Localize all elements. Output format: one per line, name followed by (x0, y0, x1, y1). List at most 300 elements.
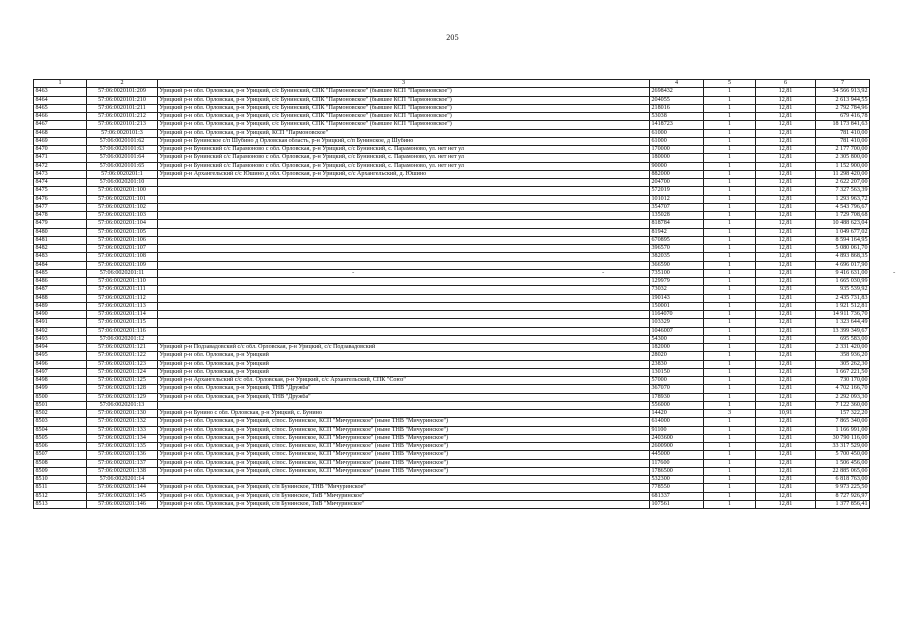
row-number: 8486 (34, 278, 87, 286)
table-row (34, 261, 870, 269)
scan-artifact-mark: - (893, 268, 896, 276)
table-row (34, 195, 870, 203)
count-value: 1 (704, 170, 756, 178)
address: Урицкий р-н обл. Орловская, р-н Урицкий, с/с Бунинский, СПК "Пармоновское" (бывшее КСП "Пармоновское") (158, 104, 650, 112)
cadastral-cost: 7 865 340,00 (816, 418, 870, 426)
area-value: 614000 (650, 418, 704, 426)
row-number: 8489 (34, 302, 87, 310)
row-number: 8493 (34, 335, 87, 343)
table-row (34, 451, 870, 459)
row-number: 8465 (34, 104, 87, 112)
area-value: 150001 (650, 302, 704, 310)
area-value: 180000 (650, 154, 704, 162)
row-number: 8476 (34, 195, 87, 203)
row-number: 8470 (34, 146, 87, 154)
cadastral-number: 57:06:0020101:62 (87, 137, 158, 145)
row-number: 8468 (34, 129, 87, 137)
area-value: 1786500 (650, 467, 704, 475)
count-value: 1 (704, 311, 756, 319)
area-value: 2403600 (650, 434, 704, 442)
cadastral-cost: 9 416 631,00 (816, 269, 870, 277)
table-row (34, 319, 870, 327)
cadastral-cost: 2 622 207,00 (816, 179, 870, 187)
column-number-header-row (34, 80, 870, 88)
table-row (34, 269, 870, 277)
area-value: 81942 (650, 228, 704, 236)
cadastral-number: 57:06:0020201:114 (87, 311, 158, 319)
cadastral-number: 57:06:0020201:101 (87, 195, 158, 203)
area-value: 170000 (650, 146, 704, 154)
table-row (34, 220, 870, 228)
cadastral-number: 57:06:0020201:124 (87, 368, 158, 376)
row-number: 8500 (34, 393, 87, 401)
specific-value: 12,81 (756, 146, 816, 154)
cadastral-number: 57:06:0020201:113 (87, 302, 158, 310)
cadastral-cost: 4 543 796,67 (816, 203, 870, 211)
count-value: 1 (704, 418, 756, 426)
area-value: 182000 (650, 344, 704, 352)
cadastral-cost: 4 696 017,90 (816, 261, 870, 269)
table-row (34, 344, 870, 352)
count-value: 1 (704, 459, 756, 467)
address (158, 335, 650, 343)
area-value: 204055 (650, 96, 704, 104)
count-value: 1 (704, 426, 756, 434)
cadastral-number: 57:06:0020101:63 (87, 146, 158, 154)
cadastral-number: 57:06:0020201:13 (87, 401, 158, 409)
cadastral-number: 57:06:0020201:111 (87, 286, 158, 294)
specific-value: 12,81 (756, 335, 816, 343)
count-value: 1 (704, 137, 756, 145)
area-value: 61000 (650, 137, 704, 145)
specific-value: 12,81 (756, 319, 816, 327)
cadastral-cost: 1 377 856,41 (816, 500, 870, 508)
count-value: 1 (704, 195, 756, 203)
table-row (34, 302, 870, 310)
cadastral-number: 57:06:0020201:125 (87, 377, 158, 385)
cadastral-cost: 2 792 784,96 (816, 104, 870, 112)
row-number: 8480 (34, 228, 87, 236)
cadastral-value-table (33, 79, 870, 509)
cadastral-cost: 11 298 420,00 (816, 170, 870, 178)
table-row (34, 286, 870, 294)
cadastral-cost: 8 594 164,95 (816, 236, 870, 244)
cadastral-number: 57:06:0020201:110 (87, 278, 158, 286)
area-value: 135028 (650, 212, 704, 220)
specific-value: 12,81 (756, 484, 816, 492)
row-number: 8467 (34, 121, 87, 129)
address (158, 236, 650, 244)
area-value: 103329 (650, 319, 704, 327)
specific-value: 12,81 (756, 492, 816, 500)
row-number: 8494 (34, 344, 87, 352)
area-value: 28020 (650, 352, 704, 360)
specific-value: 12,81 (756, 286, 816, 294)
area-value: 53038 (650, 113, 704, 121)
area-value: 681337 (650, 492, 704, 500)
specific-value: 12,81 (756, 311, 816, 319)
column-header: 5 (704, 80, 756, 88)
cadastral-cost: 1 049 677,02 (816, 228, 870, 236)
address: Урицкий р-н обл. Орловская, р-н Урицкий, с/пос. Бунинское, КСП "Мичуринское" (ныне ТНВ "Мичуринское") (158, 467, 650, 475)
specific-value: 12,81 (756, 377, 816, 385)
cadastral-cost: 1 506 456,00 (816, 459, 870, 467)
cadastral-number: 57:06:0020201:102 (87, 203, 158, 211)
specific-value: 12,81 (756, 245, 816, 253)
table-row (34, 228, 870, 236)
count-value: 1 (704, 269, 756, 277)
table-row (34, 500, 870, 508)
cadastral-cost: 157 322,20 (816, 410, 870, 418)
cadastral-number: 57:06:0020201:135 (87, 443, 158, 451)
row-number: 8501 (34, 401, 87, 409)
area-value: 91100 (650, 426, 704, 434)
cadastral-number: 57:06:0020201:146 (87, 500, 158, 508)
specific-value: 12,81 (756, 212, 816, 220)
count-value: 1 (704, 253, 756, 261)
row-number: 8497 (34, 368, 87, 376)
specific-value: 12,81 (756, 401, 816, 409)
count-value: 1 (704, 335, 756, 343)
column-header: 7 (816, 80, 870, 88)
cadastral-number: 57:06:0020201:107 (87, 245, 158, 253)
specific-value: 12,81 (756, 467, 816, 475)
table-row (34, 467, 870, 475)
specific-value: 12,81 (756, 459, 816, 467)
address (158, 327, 650, 335)
address: Урицкий р-н обл. Орловская, р-н Урицкий, с/пос. Бунинское, КСП "Мичуринское" (ныне ТНВ "Мичуринское") (158, 443, 650, 451)
cadastral-number: 57:06:0020201:104 (87, 220, 158, 228)
cadastral-cost: 781 410,00 (816, 137, 870, 145)
table-row (34, 121, 870, 129)
table-row (34, 236, 870, 244)
cadastral-number: 57:06:0020201:108 (87, 253, 158, 261)
cadastral-number: 57:06:0020101:3 (87, 129, 158, 137)
count-value: 1 (704, 228, 756, 236)
count-value: 1 (704, 401, 756, 409)
address: Урицкий р-н обл. Орловская, р-н Урицкий, с/п Бунинское, ТиВ "Мичуринское" (158, 500, 650, 508)
address (158, 179, 650, 187)
count-value: 1 (704, 88, 756, 96)
row-number: 8513 (34, 500, 87, 508)
address (158, 220, 650, 228)
specific-value: 12,81 (756, 327, 816, 335)
address (158, 311, 650, 319)
cadastral-cost: 6 818 763,00 (816, 476, 870, 484)
area-value: 101012 (650, 195, 704, 203)
area-value: 556000 (650, 401, 704, 409)
row-number: 8484 (34, 261, 87, 269)
cadastral-cost: 14 911 736,70 (816, 311, 870, 319)
table-row (34, 335, 870, 343)
specific-value: 12,81 (756, 278, 816, 286)
cadastral-number: 57:06:0020201:103 (87, 212, 158, 220)
specific-value: 10,91 (756, 410, 816, 418)
cadastral-number: 57:06:0020201:130 (87, 410, 158, 418)
count-value: 1 (704, 121, 756, 129)
table-row (34, 360, 870, 368)
cadastral-cost: 7 122 360,00 (816, 401, 870, 409)
specific-value: 12,81 (756, 368, 816, 376)
count-value: 1 (704, 286, 756, 294)
table-row (34, 253, 870, 261)
specific-value: 12,81 (756, 269, 816, 277)
specific-value: 12,81 (756, 88, 816, 96)
cadastral-cost: 2 435 731,83 (816, 294, 870, 302)
address: Урицкий р-н Бунинский с/с Парамоново с обл. Орловская, р-н Урицкий, с/с Бунинский, с. Парамоново, ул. нет нет ул (158, 146, 650, 154)
area-value: 1046007 (650, 327, 704, 335)
address (158, 245, 650, 253)
count-value: 1 (704, 162, 756, 170)
table-row (34, 476, 870, 484)
area-value: 778550 (650, 484, 704, 492)
count-value: 1 (704, 179, 756, 187)
specific-value: 12,81 (756, 121, 816, 129)
area-value: 54300 (650, 335, 704, 343)
address: Урицкий р-н Бунино с обл. Орловская, р-н Урицкий, с. Бунино (158, 410, 650, 418)
cadastral-cost: 1 293 963,72 (816, 195, 870, 203)
area-value: 61000 (650, 129, 704, 137)
address: Урицкий р-н Бунинское с/п Шубино д Орловская область, р-н Урицкий, с/п Бунинское, д Шубино (158, 137, 650, 145)
table-row (34, 418, 870, 426)
row-number: 8485 (34, 269, 87, 277)
cadastral-cost: 7 327 563,39 (816, 187, 870, 195)
count-value: 1 (704, 319, 756, 327)
area-value: 14420 (650, 410, 704, 418)
specific-value: 12,81 (756, 443, 816, 451)
count-value: 1 (704, 96, 756, 104)
table-row (34, 294, 870, 302)
row-number: 8464 (34, 96, 87, 104)
table-row (34, 212, 870, 220)
row-number: 8506 (34, 443, 87, 451)
area-value: 396570 (650, 245, 704, 253)
row-number: 8473 (34, 170, 87, 178)
specific-value: 12,81 (756, 352, 816, 360)
cadastral-cost: 5 700 450,00 (816, 451, 870, 459)
cadastral-cost: 10 488 623,04 (816, 220, 870, 228)
cadastral-cost: 33 317 529,00 (816, 443, 870, 451)
count-value: 1 (704, 154, 756, 162)
row-number: 8495 (34, 352, 87, 360)
cadastral-number: 57:06:0020201:1 (87, 170, 158, 178)
address: Урицкий р-н обл. Орловская, р-н Урицкий (158, 368, 650, 376)
table-row (34, 385, 870, 393)
cadastral-number: 57:06:0020201:106 (87, 236, 158, 244)
cadastral-number: 57:06:0020201:129 (87, 393, 158, 401)
address: Урицкий р-н Бунинский с/с Парамоново с обл. Орловская, р-н Урицкий, с/с Бунинский, с. Парамоново, ул. нет нет ул (158, 154, 650, 162)
count-value: 1 (704, 385, 756, 393)
specific-value: 12,81 (756, 195, 816, 203)
specific-value: 12,81 (756, 500, 816, 508)
count-value: 1 (704, 377, 756, 385)
cadastral-number: 57:06:0020201:123 (87, 360, 158, 368)
specific-value: 12,81 (756, 360, 816, 368)
cadastral-number: 57:06:0020201:136 (87, 451, 158, 459)
row-number: 8481 (34, 236, 87, 244)
table-row (34, 393, 870, 401)
table-row (34, 146, 870, 154)
cadastral-cost: 34 566 913,92 (816, 88, 870, 96)
specific-value: 12,81 (756, 426, 816, 434)
address: Урицкий р-н обл. Орловская, р-н Урицкий, с/с Бунинский, СПК "Пармоновское" (бывшее КСП "Пармоновское") (158, 96, 650, 104)
cadastral-number: 57:06:0020201:105 (87, 228, 158, 236)
cadastral-number: 57:06:0020201:12 (87, 335, 158, 343)
area-value: 2600900 (650, 443, 704, 451)
table-row (34, 187, 870, 195)
cadastral-cost: 30 790 116,00 (816, 434, 870, 442)
area-value: 90000 (650, 162, 704, 170)
table-body (34, 88, 870, 509)
table-row (34, 96, 870, 104)
specific-value: 12,81 (756, 253, 816, 261)
cadastral-number: 57:06:0020101:209 (87, 88, 158, 96)
cadastral-cost: 1 152 900,00 (816, 162, 870, 170)
row-number: 8482 (34, 245, 87, 253)
count-value: 1 (704, 203, 756, 211)
specific-value: 12,81 (756, 302, 816, 310)
row-number: 8479 (34, 220, 87, 228)
cadastral-cost: 1 665 030,99 (816, 278, 870, 286)
table-row (34, 88, 870, 96)
row-number: 8512 (34, 492, 87, 500)
count-value: 1 (704, 113, 756, 121)
count-value: 1 (704, 327, 756, 335)
specific-value: 12,81 (756, 113, 816, 121)
area-value: 2698432 (650, 88, 704, 96)
row-number: 8477 (34, 203, 87, 211)
table-row (34, 368, 870, 376)
row-number: 8505 (34, 434, 87, 442)
cadastral-cost: 18 173 841,63 (816, 121, 870, 129)
row-number: 8503 (34, 418, 87, 426)
table-row (34, 492, 870, 500)
area-value: 57000 (650, 377, 704, 385)
table-row (34, 104, 870, 112)
area-value: 818784 (650, 220, 704, 228)
cadastral-cost: 2 292 093,30 (816, 393, 870, 401)
cadastral-number: 57:06:0020201:132 (87, 418, 158, 426)
cadastral-number: 57:06:0020201:138 (87, 467, 158, 475)
specific-value: 12,81 (756, 228, 816, 236)
cadastral-cost: 305 262,30 (816, 360, 870, 368)
count-value: 1 (704, 146, 756, 154)
address (158, 278, 650, 286)
table-row (34, 410, 870, 418)
column-header: 2 (87, 80, 158, 88)
table-row (34, 179, 870, 187)
count-value: 1 (704, 443, 756, 451)
count-value: 1 (704, 368, 756, 376)
table-row (34, 203, 870, 211)
count-value: 1 (704, 261, 756, 269)
row-number: 8511 (34, 484, 87, 492)
address (158, 187, 650, 195)
address (158, 294, 650, 302)
cadastral-cost: 695 583,00 (816, 335, 870, 343)
row-number: 8475 (34, 187, 87, 195)
row-number: 8469 (34, 137, 87, 145)
cadastral-cost: 1 921 512,81 (816, 302, 870, 310)
table-row (34, 401, 870, 409)
count-value: 1 (704, 484, 756, 492)
row-number: 8509 (34, 467, 87, 475)
row-number: 8504 (34, 426, 87, 434)
area-value: 178930 (650, 393, 704, 401)
table-row (34, 137, 870, 145)
specific-value: 12,81 (756, 236, 816, 244)
table-row (34, 154, 870, 162)
count-value: 1 (704, 212, 756, 220)
count-value: 1 (704, 220, 756, 228)
cadastral-number: 57:06:0020201:115 (87, 319, 158, 327)
address (158, 319, 650, 327)
cadastral-cost: 2 177 700,00 (816, 146, 870, 154)
row-number: 8510 (34, 476, 87, 484)
table-row (34, 377, 870, 385)
specific-value: 12,81 (756, 96, 816, 104)
cadastral-number: 57:06:0020201:14 (87, 476, 158, 484)
address: Урицкий р-н обл. Орловская, р-н Урицкий, с/с Бунинский, СПК "Пармоновское" (бывшее КСП "Пармоновское") (158, 121, 650, 129)
area-value: 107561 (650, 500, 704, 508)
cadastral-number: 57:06:0020201:122 (87, 352, 158, 360)
row-number: 8492 (34, 327, 87, 335)
cadastral-number: 57:06:0020201:145 (87, 492, 158, 500)
row-number: 8499 (34, 385, 87, 393)
cadastral-number: 57:06:0020201:109 (87, 261, 158, 269)
count-value: 1 (704, 492, 756, 500)
area-value: 117600 (650, 459, 704, 467)
row-number: 8483 (34, 253, 87, 261)
area-value: 1164070 (650, 311, 704, 319)
address: Урицкий р-н Архангельский с/с Юшино д обл. Орловская, р-н Урицкий, с/с Архангельский, д. Юшино (158, 170, 650, 178)
cadastral-number: 57:06:0020201:11 (87, 269, 158, 277)
address: Урицкий р-н обл. Орловская, р-н Урицкий, с/пос. Бунинское, КСП "Мичуринское" (ныне ТНВ "Мичуринское") (158, 459, 650, 467)
cadastral-cost: 13 399 349,67 (816, 327, 870, 335)
row-number: 8496 (34, 360, 87, 368)
cadastral-number: 57:06:0020101:212 (87, 113, 158, 121)
specific-value: 12,81 (756, 203, 816, 211)
area-value: 190143 (650, 294, 704, 302)
count-value: 1 (704, 344, 756, 352)
address (158, 195, 650, 203)
address (158, 302, 650, 310)
count-value: 1 (704, 434, 756, 442)
row-number: 8478 (34, 212, 87, 220)
address: Урицкий р-н обл. Орловская, р-н Урицкий, с/пос. Бунинское, КСП "Мичуринское" (ныне ТНВ "Мичуринское") (158, 418, 650, 426)
address: Урицкий р-н обл. Орловская, р-н Урицкий, с/п Бунинское, ТиВ "Мичуринское" (158, 492, 650, 500)
row-number: 8502 (34, 410, 87, 418)
count-value: 1 (704, 393, 756, 401)
column-header: 6 (756, 80, 816, 88)
area-value: 882000 (650, 170, 704, 178)
cadastral-cost: 1 166 991,00 (816, 426, 870, 434)
row-number: 8487 (34, 286, 87, 294)
count-value: 1 (704, 129, 756, 137)
specific-value: 12,81 (756, 434, 816, 442)
cadastral-number: 57:06:0020201:134 (87, 434, 158, 442)
column-header: 4 (650, 80, 704, 88)
count-value: 1 (704, 236, 756, 244)
cadastral-number: 57:06:0020201:128 (87, 385, 158, 393)
cadastral-cost: 4 702 166,70 (816, 385, 870, 393)
specific-value: 12,81 (756, 187, 816, 195)
address (158, 286, 650, 294)
area-value: 572019 (650, 187, 704, 195)
table-row (34, 459, 870, 467)
cadastral-number: 57:06:0020201:112 (87, 294, 158, 302)
specific-value: 12,81 (756, 154, 816, 162)
